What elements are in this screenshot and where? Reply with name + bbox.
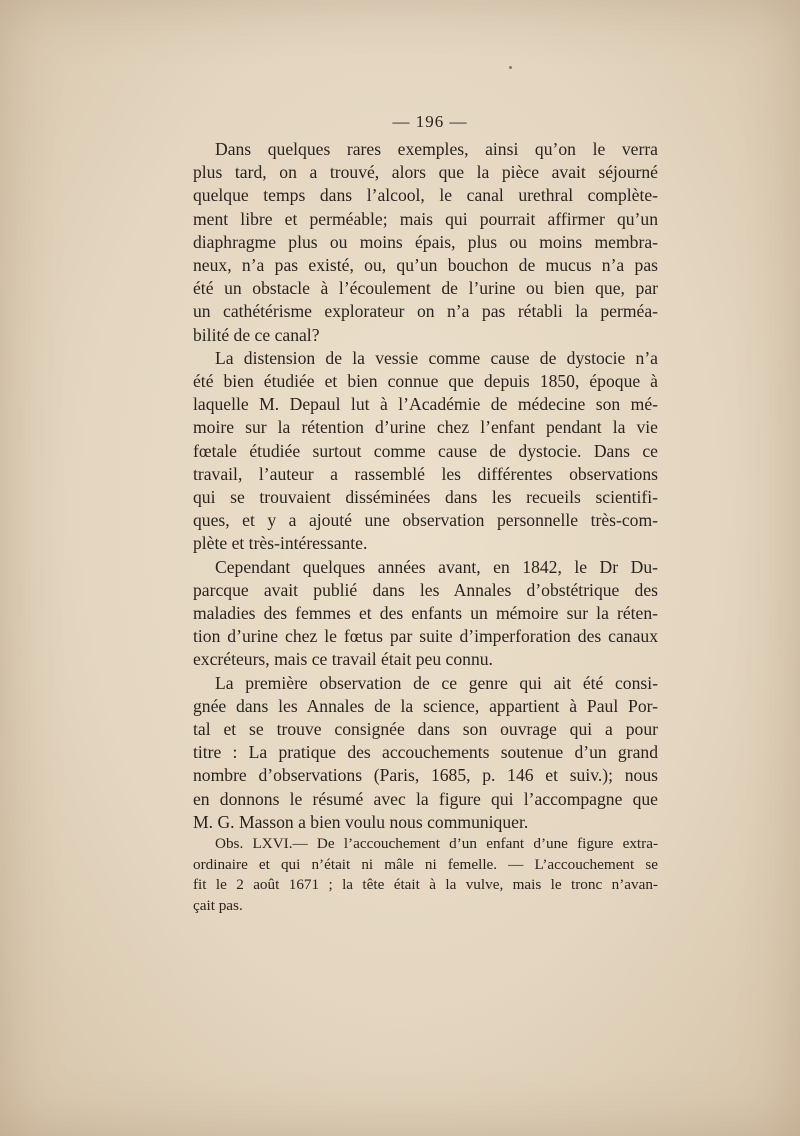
page-number: — 196 — [392,112,468,131]
text-line: ment libre et perméable; mais qui pourrait affirmer qu’un [193,208,658,229]
text-line: travail, l’auteur a rassemblé les différentes observations [193,463,658,484]
text-line: La première observation de ce genre qui ait été consi- [215,672,658,693]
text-line: fœtale étudiée surtout comme cause de dystocie. Dans ce [193,440,658,461]
paragraph-2 [193,347,658,556]
text-line: tion d’urine chez le fœtus par suite d’imperforation des canaux [193,626,658,647]
text-line: tal et se trouve consignée dans son ouvrage qui a pour [193,719,658,740]
text-line: en donnons le résumé avec la figure qui l’accompagne que [193,788,658,809]
text-line: moire sur la rétention d’urine chez l’enfant pendant la vie [193,417,658,438]
ink-speck [509,66,512,69]
text-line: Cependant quelques années avant, en 1842, le Dr Du- [215,556,658,577]
text-line: nombre d’observations (Paris, 1685, p. 146 et suiv.); nous [193,765,658,786]
text-line: été bien étudiée et bien connue que depuis 1850, époque à [193,371,658,392]
text-line: excréteurs, mais ce travail était peu connu. [193,649,493,670]
text-line: plus tard, on a trouvé, alors que la pièce avait séjourné [193,162,658,183]
main-text [193,138,658,834]
observation-paragraph [193,834,658,916]
text-line: fit le 2 août 1671 ; la tête était à la vulve, mais le tronc n’avan- [193,876,658,893]
text-line: laquelle M. Depaul lut à l’Académie de médecine son mé- [193,394,658,415]
text-line: titre : La pratique des accouchements soutenue d’un grand [193,742,658,763]
text-line: La distension de la vessie comme cause de dystocie n’a [215,347,658,368]
paragraph-3 [193,556,658,672]
observation-block [193,834,658,916]
text-line: qui se trouvaient disséminées dans les recueils scientifi- [193,487,658,508]
text-line: été un obstacle à l’écoulement de l’urine ou bien que, par [193,278,658,299]
text-line: gnée dans les Annales de la science, appartient à Paul Por- [193,695,658,716]
paragraph-4 [193,672,658,834]
text-line: ordinaire et qui n’était ni mâle ni femelle. — L’accouchement se [193,855,658,873]
text-line: Dans quelques rares exemples, ainsi qu’on le verra [215,139,658,159]
text-line: diaphragme plus ou moins épais, plus ou moins membra- [193,231,658,252]
text-line: neux, n’a pas existé, ou, qu’un bouchon de mucus n’a pas [193,255,658,276]
paragraph-1 [193,138,658,347]
text-line: ques, et y a ajouté une observation personnelle très-com- [193,510,658,531]
text-line: quelque temps dans l’alcool, le canal urethral complète- [193,185,658,206]
text-line: plète et très-intéressante. [193,533,368,554]
text-line: un cathétérisme explorateur on n’a pas rétabli la perméa- [193,301,658,322]
text-line: M. G. Masson a bien voulu nous communiquer. [193,811,529,832]
text-line: Obs. LXVI.— De l’accouchement d’un enfant d’une figure extra- [215,835,658,852]
text-line: maladies des femmes et des enfants un mémoire sur la réten- [193,603,658,624]
text-line: parcque avait publié dans les Annales d’obstétrique des [193,579,658,600]
text-line: bilité de ce canal? [193,324,320,345]
text-line: çait pas. [193,896,243,914]
